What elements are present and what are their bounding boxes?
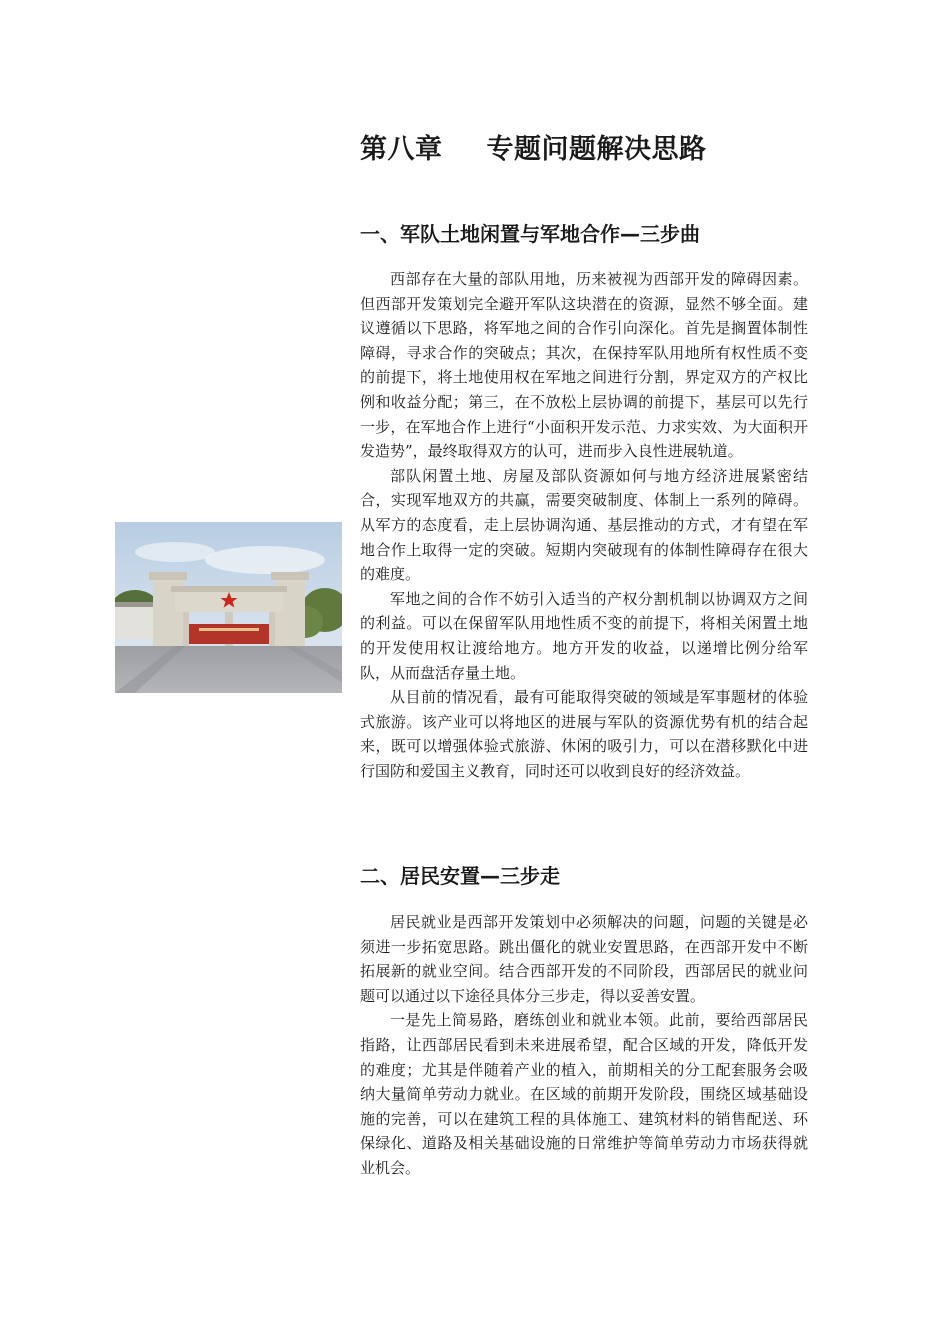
section-2-body [360, 910, 808, 1181]
barracks-gate-illustration [115, 522, 342, 693]
section-1-body [360, 267, 808, 783]
chapter-number: 第八章 [360, 134, 443, 165]
chapter-name: 专题问题解决思路 [486, 134, 707, 165]
barracks-gate-photo [115, 522, 342, 693]
red-banner [189, 624, 269, 644]
paragraph: 从目前的情况看，最有可能取得突破的领域是军事题材的体验式旅游。该产业可以将地区的进展与军队的资源优势有机的结合起来，既可以增强体验式旅游、休闲的吸引力，可以在潜移默化中进行国防和爱国主义教育，同时还可以收到良好的经济效益。 [360, 688, 808, 780]
paragraph: 居民就业是西部开发策划中必须解决的问题，问题的关键是必须进一步拓宽思路。跳出僵化的就业安置思路，在西部开发中不断拓展新的就业空间。结合西部开发的不同阶段，西部居民的就业问题可以通过以下途径具体分三步走，得以妥善安置。 [360, 913, 808, 1005]
paragraph: 一是先上简易路，磨练创业和就业本领。此前，要给西部居民指路，让西部居民看到未来进展希望，配合区域的开发，降低开发的难度；尤其是伴随着产业的植入，前期相关的分工配套服务会吸纳大量简单劳动力就业。在区域的前期开发阶段，围绕区域基础设施的完善，可以在建筑工程的具体施工、建筑材料的销售配送、环保绿化、道路及相关基础设施的日常维护等简单劳动力市场获得就业机会。 [360, 1011, 808, 1177]
chapter-title [360, 130, 707, 170]
section-1-title: 一、军队土地闲置与军地合作—三步曲 [360, 222, 700, 246]
paragraph: 部队闲置土地、房屋及部队资源如何与地方经济进展紧密结合，实现军地双方的共赢，需要突破制度、体制上一系列的障碍。从军方的态度看，走上层协调沟通、基层推动的方式，才有望在军地合作上取得一定的突破。短期内突破现有的体制性障碍存在很大的难度。 [360, 466, 808, 584]
paragraph: 西部存在大量的部队用地，历来被视为西部开发的障碍因素。但西部开发策划完全避开军队这块潜在的资源，显然不够全面。建议遵循以下思路，将军地之间的合作引向深化。首先是搁置体制性障碍，寻求合作的突破点；其次，在保持军队用地所有权性质不变的前提下，将土地使用权在军地之间进行分割，界定双方的产权比例和收益分配；第三，在不放松上层协调的前提下，基层可以先行一步，在军地合作上进行“小面积开发示范、力求实效、为大面积开发造势”，最终取得双方的认可，进而步入良性进展轨道。 [360, 270, 808, 461]
section-2-title: 二、居民安置—三步走 [360, 864, 560, 888]
paragraph: 军地之间的合作不妨引入适当的产权分割机制以协调双方之间的利益。可以在保留军队用地性质不变的前提下，将相关闲置土地的开发使用权让渡给地方。地方开发的收益，以递增比例分给军队，从而盘活存量土地。 [360, 589, 808, 682]
